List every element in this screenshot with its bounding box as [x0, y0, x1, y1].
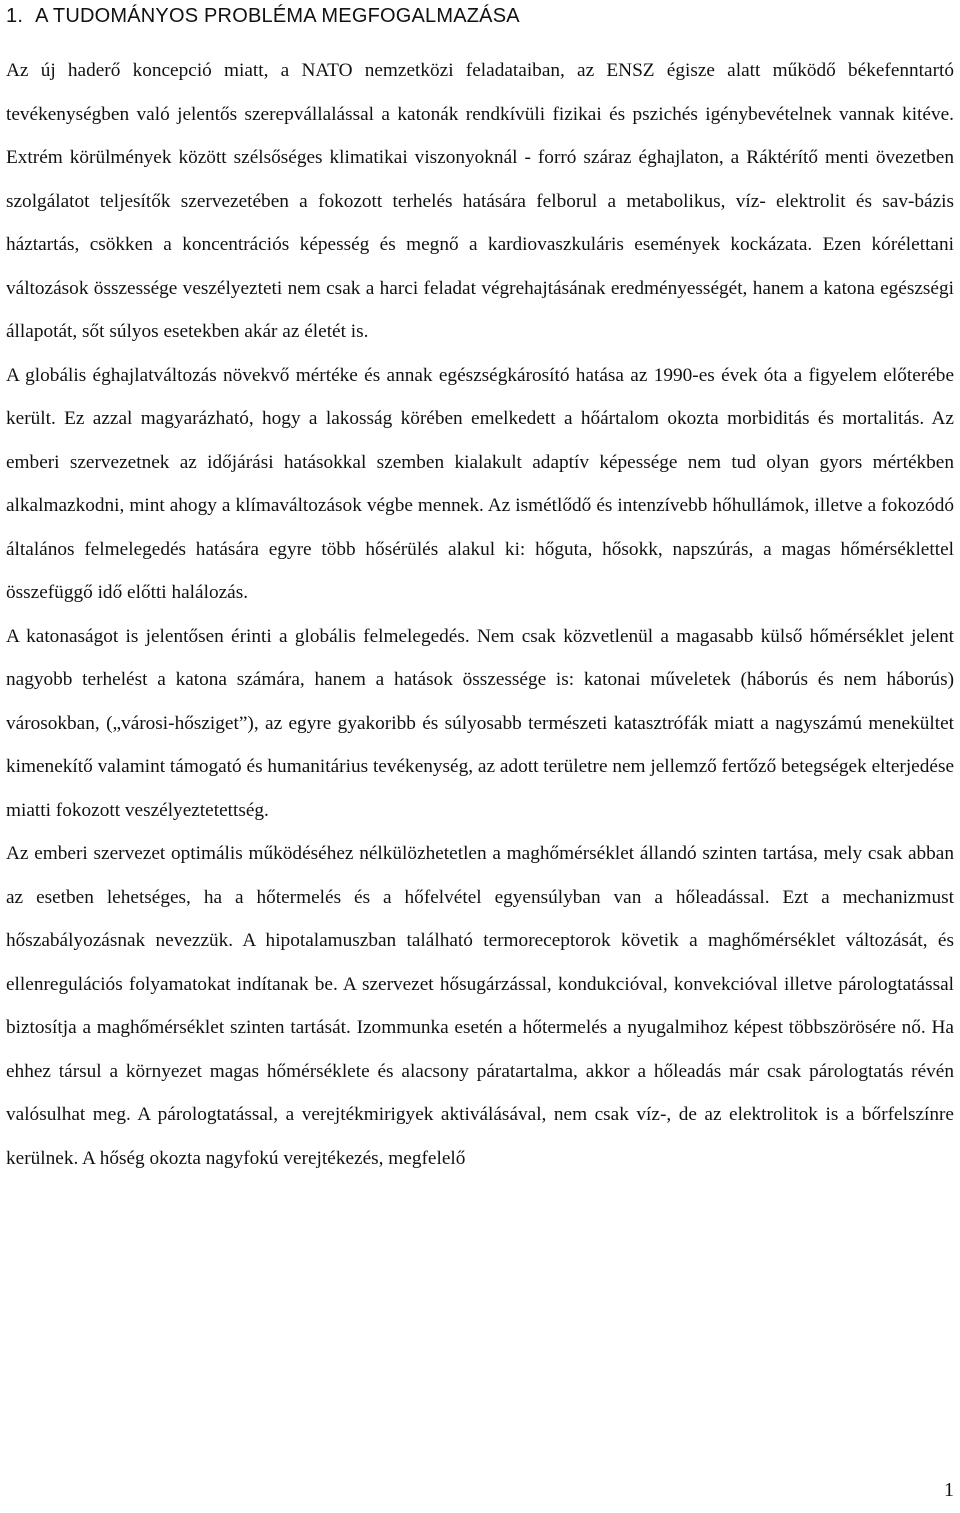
paragraph-3: A katonaságot is jelentősen érinti a globális felmelegedés. Nem csak közvetlenül a magasabb külső hőmérséklet jelent nagyobb terhelést a katona számára, hanem a hatások összessége is: katonai műveletek (háborús és nem háborús) városokban, („városi-hősziget”), az egyre gyakoribb és súlyosabb természeti katasztrófák miatt a nagyszámú menekültet kimenekítő valamint támogató és humanitárius tevékenység, az adott területre nem jellemző fertőző betegségek elterjedése miatti fokozott veszélyeztetettség.: [6, 625, 954, 821]
paragraph-2: A globális éghajlatváltozás növekvő mértéke és annak egészségkárosító hatása az 1990-es évek óta a figyelem előterébe került. Ez azzal magyarázható, hogy a lakosság körében emelkedett a hőártalom okozta morbiditás és mortalitás. Az emberi szervezetnek az időjárási hatásokkal szemben kialakult adaptív képessége nem tud olyan gyors mértékben alkalmazkodni, mint ahogy a klímaváltozások végbe mennek. Az ismétlődő és intenzívebb hőhullámok, illetve a fokozódó általános felmelegedés hatására egyre több hősérülés alakul ki: hőguta, hősokk, napszúrás, a magas hőmérséklettel összefüggő idő előtti halálozás.: [6, 364, 954, 603]
section-title: A TUDOMÁNYOS PROBLÉMA MEGFOGALMAZÁSA: [35, 5, 520, 27]
paragraph-1: Az új haderő koncepció miatt, a NATO nemzetközi feladataiban, az ENSZ égisze alatt működő békefenntartó tevékenységben való jelentős szerepvállalással a katonák rendkívüli fizikai és pszichés igénybevételnek vannak kitéve. Extrém körülmények között szélsőséges klimatikai viszonyoknál - forró száraz éghajlaton, a Ráktérítő menti övezetben szolgálatot teljesítők szervezetében a fokozott terhelés hatására felborul a metabolikus, víz- elektrolit és sav-bázis háztartás, csökken a koncentrációs képesség és megnő a kardiovaszkuláris események kockázata. Ezen kórélettani változások összessége veszélyezteti nem csak a harci feladat végrehajtásának eredményességét, hanem a katona egészségi állapotát, sőt súlyos esetekben akár az életét is.: [6, 60, 954, 342]
section-heading: [6, 4, 954, 28]
document-page: [6, 0, 954, 1169]
section-number: 1.: [6, 5, 24, 27]
page-number: 1: [944, 1479, 954, 1501]
body-text: [6, 49, 954, 1180]
paragraph-4: Az emberi szervezet optimális működéséhez nélkülözhetetlen a maghőmérséklet állandó szinten tartása, mely csak abban az esetben lehetséges, ha a hőtermelés és a hőfelvétel egyensúlyban van a hőleadással. Ezt a mechanizmust hőszabályozásnak nevezzük. A hipotalamuszban található termoreceptorok követik a maghőmérséklet változását, és ellenregulációs folyamatokat indítanak be. A szervezet hősugárzással, kondukcióval, konvekcióval illetve párologtatással biztosítja a maghőmérséklet szinten tartását. Izommunka esetén a hőtermelés a nyugalmihoz képest többszörösére nő. Ha ehhez társul a környezet magas hőmérséklete és alacsony páratartalma, akkor a hőleadás már csak párologtatás révén valósulhat meg. A párologtatással, a verejtékmirigyek aktiválásával, nem csak víz-, de az elektrolitok is a bőrfelszínre kerülnek. A hőség okozta nagyfokú verejtékezés, megfelelő: [6, 843, 954, 1169]
